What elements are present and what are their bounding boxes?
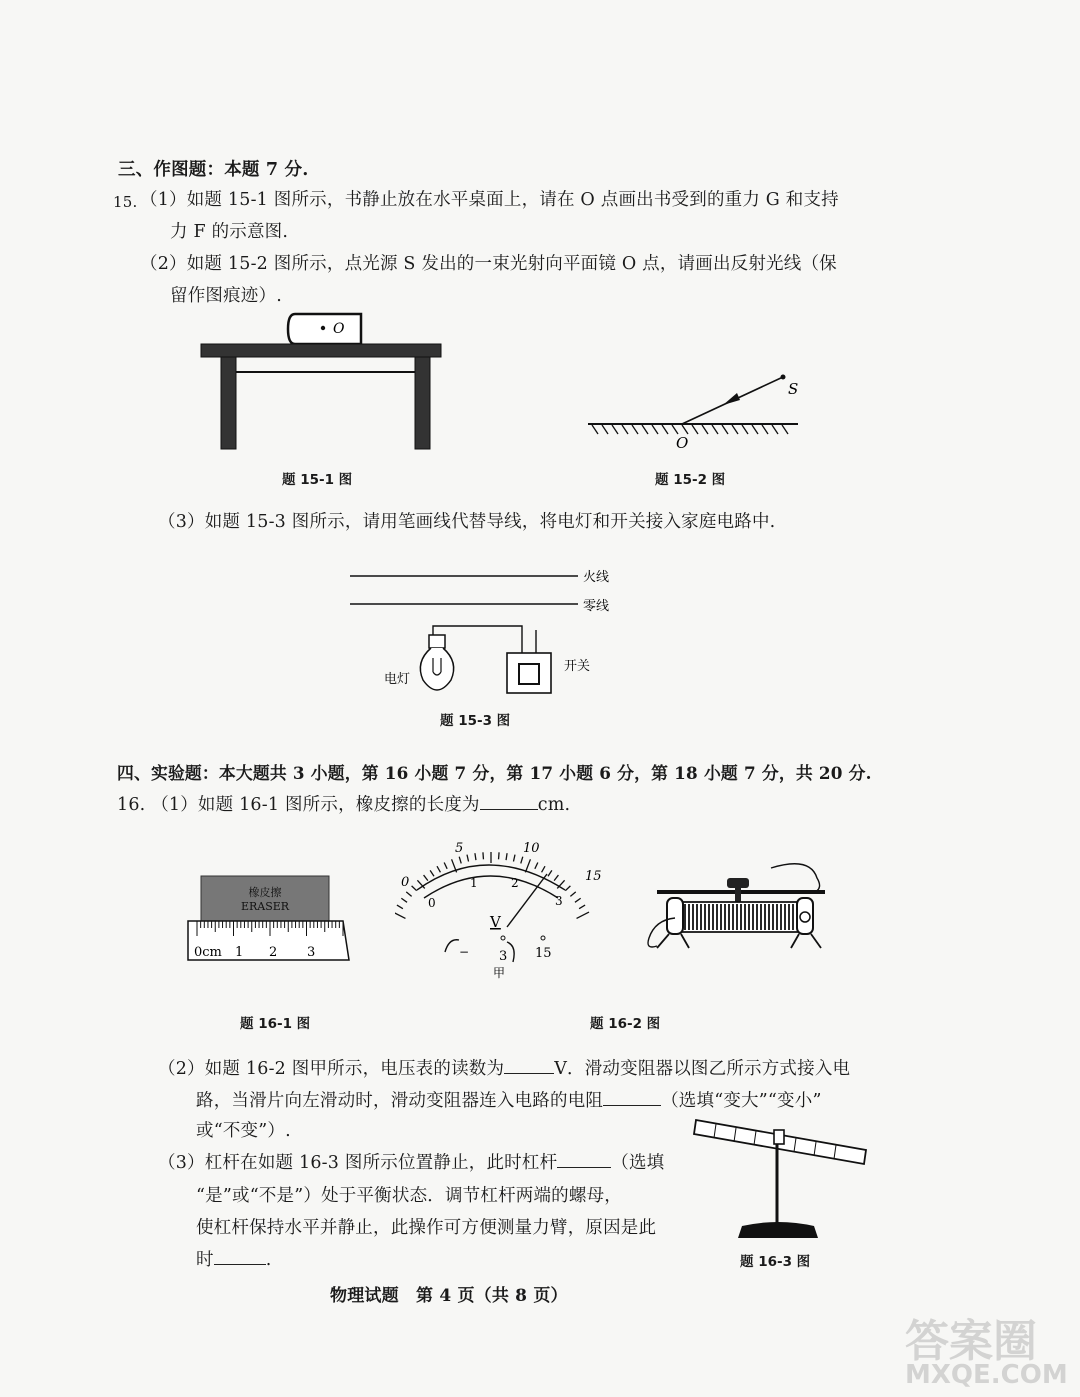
q15-number: 15.: [113, 193, 138, 211]
watermark-logo: 答案圈: [905, 1316, 1037, 1367]
terminal-3: 3: [499, 949, 508, 964]
q16-1-text: （1）如题 16-1 图所示，橡皮擦的长度为: [151, 795, 480, 815]
figure-16-1-eraser-ruler: [183, 870, 353, 965]
q16-3-balance-blank[interactable]: [557, 1151, 611, 1168]
q15-2-line2: 留作图痕迹）.: [170, 286, 282, 306]
fig15-3-live-label: 火线: [583, 570, 610, 585]
figure-16-3-lever: [690, 1112, 880, 1247]
q16-2-text-b: V．滑动变阻器以图乙所示方式接入电: [554, 1059, 851, 1079]
q16-1-line: [117, 791, 570, 816]
meter-outer-15: 15: [585, 869, 602, 884]
q16-2-voltage-blank[interactable]: [504, 1057, 554, 1074]
meter-outer-0: 0: [401, 875, 410, 890]
q16-3-text-c: 时: [196, 1250, 214, 1270]
q16-2-text-d: （选填“变大”“变小”: [661, 1091, 822, 1111]
meter-inner-3: 3: [555, 894, 563, 908]
page-footer: 物理试题 第 4 页（共 8 页）: [330, 1286, 568, 1306]
terminal-neg: −: [459, 945, 470, 959]
ruler-label-2: 2: [269, 945, 278, 960]
ruler-label-3: 3: [307, 945, 316, 960]
fig16-1-caption: 题 16-1 图: [240, 1016, 311, 1032]
q16-3-line3: 使杠杆保持水平并静止，此操作可方便测量力臂，原因是此: [196, 1218, 657, 1238]
q16-3-line2: “是”或“不是”）处于平衡状态．调节杠杆两端的螺母，: [196, 1186, 622, 1206]
q15-2-line1: （2）如题 15-2 图所示，点光源 S 发出的一束光射向平面镜 O 点，请画出反射光线（保: [140, 254, 837, 274]
fig15-1-caption: 题 15-1 图: [282, 472, 353, 488]
fig15-2-source-label: S: [788, 380, 799, 398]
q16-1-answer-blank[interactable]: [480, 793, 538, 810]
figure-15-1-table: [195, 308, 455, 453]
section3-heading: 三、作图题：本题 7 分.: [118, 160, 309, 180]
q16-2-line3: 或“不变”）.: [196, 1121, 291, 1141]
q16-3-line1: [158, 1149, 664, 1174]
q16-2-text-c: 路，当滑片向左滑动时，滑动变阻器连入电路的电阻: [196, 1091, 604, 1111]
watermark-url: MXQE.COM: [905, 1360, 1068, 1390]
q15-1-line1: （1）如题 15-1 图所示，书静止放在水平桌面上，请在 O 点画出书受到的重力 G 和支持: [140, 190, 839, 210]
meter-label-jia: 甲: [493, 966, 506, 980]
q16-1-unit: cm.: [537, 795, 571, 815]
fig16-3-caption: 题 16-3 图: [740, 1254, 811, 1270]
q16-number: 16.: [117, 795, 146, 815]
fig15-3-caption: 题 15-3 图: [440, 713, 511, 729]
meter-symbol: V: [490, 913, 501, 931]
q15-3-line: （3）如题 15-3 图所示，请用笔画线代替导线，将电灯和开关接入家庭电路中.: [158, 512, 776, 532]
q16-3-text-b: （选填: [611, 1153, 665, 1173]
q16-3-line4: [196, 1246, 271, 1271]
fig16-2-caption: 题 16-2 图: [590, 1016, 661, 1032]
section4-heading: 四、实验题：本大题共 3 小题，第 16 小题 7 分，第 17 小题 6 分，第 18 小题 7 分，共 20 分.: [117, 763, 872, 783]
q16-3-text-a: （3）杠杆在如题 16-3 图所示位置静止，此时杠杆: [158, 1153, 558, 1173]
fig15-3-lamp-label: 电灯: [384, 672, 411, 687]
figure-16-2-rheostat: [645, 858, 835, 953]
fig15-2-caption: 题 15-2 图: [655, 472, 726, 488]
figure-15-3-circuit: [340, 560, 640, 710]
ruler-label-0: 0cm: [194, 945, 222, 960]
eraser-en-label: ERASER: [240, 900, 290, 913]
meter-outer-5: 5: [455, 841, 464, 856]
fig15-3-switch-label: 开关: [564, 659, 591, 674]
meter-inner-1: 1: [470, 876, 478, 890]
meter-inner-2: 2: [511, 876, 519, 890]
q15-1-line2: 力 F 的示意图.: [170, 222, 289, 242]
meter-inner-0: 0: [428, 896, 436, 910]
q16-2-resistance-blank[interactable]: [603, 1089, 661, 1106]
meter-outer-10: 10: [523, 841, 540, 856]
figure-16-2-voltmeter: [395, 832, 615, 982]
eraser-cn-label: 橡皮擦: [248, 886, 282, 899]
ruler-label-1: 1: [235, 945, 244, 960]
fig15-1-point-label: O: [333, 321, 345, 337]
q16-2-line1: [158, 1055, 850, 1080]
q16-3-reason-blank[interactable]: [214, 1248, 266, 1265]
q16-2-line2: [196, 1087, 822, 1112]
q16-2-text-a: （2）如题 16-2 图甲所示，电压表的读数为: [158, 1059, 505, 1079]
fig15-2-point-label: O: [676, 434, 689, 452]
terminal-15: 15: [535, 946, 552, 961]
fig15-3-neutral-label: 零线: [583, 599, 610, 614]
q16-3-text-d: .: [265, 1250, 272, 1270]
figure-15-2-mirror: [580, 366, 810, 454]
